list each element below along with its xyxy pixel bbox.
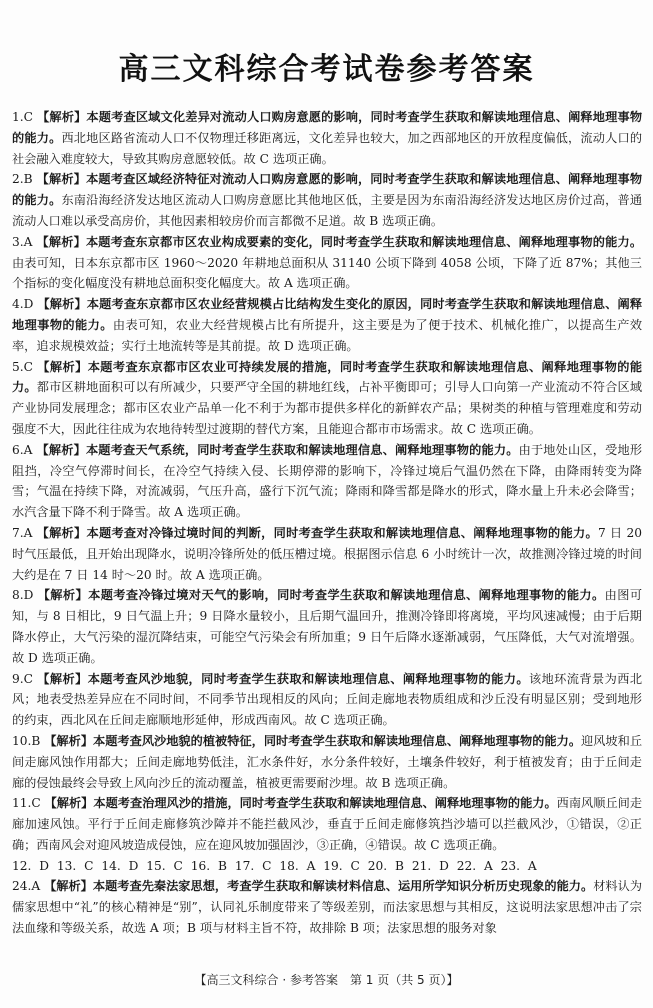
answer-number: 1.C xyxy=(12,110,33,124)
answer-item xyxy=(12,731,642,793)
answer-body: 都市区耕地面积可以有所减少，只要严守全国的耕地红线，占补平衡即可；引导人口向第一产业流动不符合区域产业协同发展理念；都市区农业产品单一化不利于为都市提供多样化的新鲜农产品；果树类的种植与管理难度和劳动强度不大，因此往往成为农地待转型过渡期的替代方案，且能迎合都市市场需求。故 C 选项正确。 xyxy=(12,380,643,436)
answer-item xyxy=(12,585,642,668)
mc-answer: 20. B xyxy=(367,858,404,873)
answer-item xyxy=(12,357,642,440)
answer-intro: 【解析】本题考查治理风沙的措施，同时考查学生获取和解读地理信息、阐释地理事物的能力。 xyxy=(44,796,557,811)
answer-body: 材料认为儒家思想中“礼”的核心精神是“别”，认同礼乐制度带来了等级差别，而法家思想与其相反，这说明法家思想冲击了宗法血缘和等级关系，故选 A 项；B 项与材料主旨不符，故排除 B 项；法家思想的服务对象 xyxy=(12,879,643,936)
answer-number: 8.D xyxy=(12,588,34,603)
multiple-choice-answers xyxy=(12,856,642,877)
answer-number: 2.B xyxy=(12,172,33,187)
answer-intro: 【解析】本题考查区域文化差异对流动人口购房意愿的影响，同时考查学生获取和解读地理信息、阐释地理事物的能力。 xyxy=(12,110,643,145)
page-title: 高三文科综合考试卷参考答案 xyxy=(118,52,535,87)
mc-answer: 17. C xyxy=(234,858,272,873)
answer-body: 由图可知，与 8 日相比，9 日气温上升；9 日降水量较小，且后期气温回升，推测冷锋即将离境，平均风速减慢；由于后期降水停止，大气污染的湿沉降结束，可能空气污染会有所加重；9 日午后降水逐渐减弱，气压降低，大气对流增强。故 D 选项正确。 xyxy=(12,588,643,665)
page-footer: 【高三文科综合 · 参考答案 第 1 页（共 5 页）】 xyxy=(194,973,459,987)
answer-body: 由表可知，日本东京都市区 1960～2020 年耕地总面积从 31140 公顷下降到 4058 公顷，下降了近 87%；其他三个指标的变化幅度没有耕地总面积变化幅度大。故 A 选项正确。 xyxy=(12,255,642,291)
answer-body: 7 日 20 时气压最低，且开始出现降水，说明冷锋所处的低压槽过境。根据图示信息 6 小时统计一次，故推测冷锋过境的时间大约是在 7 日 14 时～20 时。故 A 选项正确。 xyxy=(12,525,643,582)
answer-item xyxy=(12,876,642,938)
answer-item xyxy=(12,793,642,855)
answer-body: 西北地区路省流动人口不仅物理迁移距离远，文化差异也较大，加之西部地区的开放程度偏低，流动人口的社会融入难度较大，导致其购房意愿较低。故 C 选项正确。 xyxy=(12,130,643,166)
answer-intro: 【解析】本题考查先秦法家思想，考查学生获取和解读材料信息、运用所学知识分析历史现象的能力。 xyxy=(44,879,594,894)
answer-intro: 【解析】本题考查东京都市区农业可持续发展的措施，同时考查学生获取和解读地理信息、阐释地理事物的能力。 xyxy=(12,359,643,395)
mc-answer: 13. C xyxy=(56,858,94,873)
mc-answer: 19. C xyxy=(323,858,360,873)
mc-answer: 12. D xyxy=(12,858,50,873)
answer-intro: 【解析】本题考查东京都市区农业构成要素的变化，同时考查学生获取和解读地理信息、阐释地理事物的能力。 xyxy=(36,234,643,249)
mc-answer: 16. B xyxy=(190,858,227,873)
answer-intro: 【解析】本题考查东京都市区农业经营规模占比结构发生变化的原因，同时考查学生获取和解读地理信息、阐释地理事物的能力。 xyxy=(12,297,643,332)
answer-list xyxy=(12,107,642,939)
answer-item xyxy=(12,232,642,294)
answer-number: 9.C xyxy=(12,671,33,686)
answer-number: 4.D xyxy=(12,297,34,312)
answer-number: 11.C xyxy=(12,796,41,811)
answer-intro: 【解析】本题考查风沙地貌的植被特征，同时考查学生获取和解读地理信息、阐释地理事物的能力。 xyxy=(44,733,582,748)
answer-item xyxy=(12,440,642,523)
answer-item xyxy=(12,523,642,585)
answer-number: 10.B xyxy=(12,733,41,748)
answer-body: 由于地处山区，受地形阻挡，冷空气停滞时间长，在冷空气持续入侵、长期停滞的影响下，冷锋过境后气温仍然在下降，由降雨转变为降雪；气温在持续下降，对流减弱，气压升高，盛行下沉气流；降雨和降雪都是降水的形式，降水量上升未必会降雪；水汽含量下降不利于降雪。故 A 选项正确。 xyxy=(12,442,643,520)
mc-answer: 14. D xyxy=(101,858,139,873)
mc-answer: 15. C xyxy=(146,858,183,873)
answer-intro: 【解析】本题考查对冷锋过境时间的判断，同时考查学生获取和解读地理信息、阐释地理事物的能力。 xyxy=(36,525,598,540)
answer-body: 西南风顺丘间走廊加速风蚀。平行于丘间走廊修筑沙障并不能拦截风沙，垂直于丘间走廊修筑挡沙墙可以拦截风沙，①错误，②正确；西南风会对迎风坡造成侵蚀，应在迎风坡加强固沙，③正确，④错误。故 C 选项正确。 xyxy=(12,796,643,852)
answer-intro: 【解析】本题考查天气系统，同时考查学生获取和解读地理信息、阐释地理事物的能力。 xyxy=(36,442,519,457)
answer-intro: 【解析】本题考查风沙地貌，同时考查学生获取和解读地理信息、阐释地理事物的能力。 xyxy=(37,671,529,686)
answer-intro: 【解析】本题考查区域经济特征对流动人口购房意愿的影响，同时考查学生获取和解读地理信息、阐释地理事物的能力。 xyxy=(12,172,643,208)
answer-item xyxy=(12,669,642,731)
answer-item xyxy=(12,107,642,169)
mc-answer: 18. A xyxy=(279,858,316,873)
answer-item xyxy=(12,169,642,231)
answer-number: 6.A xyxy=(12,442,33,457)
answer-number: 3.A xyxy=(12,234,33,249)
answer-body: 东南沿海经济发达地区流动人口购房意愿比其他地区低，主要是因为东南沿海经济发达地区房价过高，普通流动人口难以承受高房价，其他因素相较房价而言都微不足道。故 B 选项正确。 xyxy=(12,193,643,228)
mc-answer: 22. A xyxy=(456,858,493,873)
answer-body: 迎风坡和丘间走廊风蚀作用都大；丘间走廊地势低洼，汇水条件好，水分条件较好，土壤条件较好，利于植被发育；由于丘间走廊的侵蚀最终会导致上风向沙丘的流动覆盖，植被更需要耐沙埋。故 B 选项正确。 xyxy=(12,733,643,790)
answer-number: 24.A xyxy=(12,879,41,894)
answer-number: 7.A xyxy=(12,525,33,540)
answer-body: 由表可知，农业大经营规模占比有所提升，这主要是为了便于技术、机械化推广，以提高生产效率，追求规模效益；实行土地流转等是其前提。故 D 选项正确。 xyxy=(12,317,643,353)
answer-body: 该地环流背景为西北风；地表受热差异应在不同时间，不同季节出现相反的风向；丘间走廊地表物质组成和沙丘没有明显区别；受到地形的约束，西北风在丘间走廊顺地形延伸，形成西南风。故 C 选项正确。 xyxy=(12,671,643,728)
answer-item xyxy=(12,294,642,356)
mc-answer: 23. A xyxy=(500,858,537,873)
mc-answer: 21. D xyxy=(411,858,449,873)
answer-number: 5.C xyxy=(12,359,33,374)
answer-intro: 【解析】本题考查冷锋过境对天气的影响，同时考查学生获取和解读地理信息、阐释地理事物的能力。 xyxy=(37,588,605,603)
